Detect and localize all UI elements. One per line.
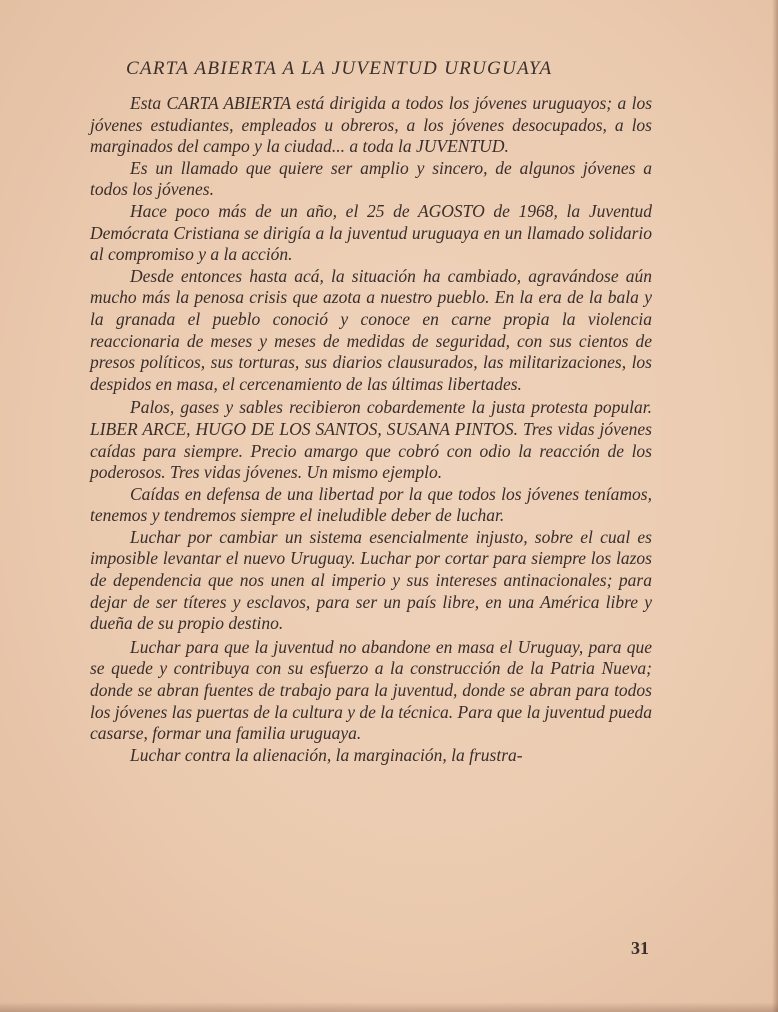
- page-title: CARTA ABIERTA A LA JUVENTUD URUGUAYA: [126, 58, 553, 79]
- paragraph-7: Luchar por cambiar un sistema esencialmente injusto, sobre el cual es imposible levantar el nuevo Uruguay. Luchar por cortar para siempre los lazos de dependencia que nos unen al imperio y sus intereses antinacionales; para dejar de ser títeres y esclavos, para ser un país libre, en una América libre y dueña de su propio destino.: [90, 526, 652, 634]
- paragraph-2: Es un llamado que quiere ser amplio y sincero, de algunos jóvenes a todos los jóvenes.: [90, 157, 652, 200]
- paragraph-9: Luchar contra la alienación, la marginación, la frustra-: [130, 744, 523, 765]
- page-bottom-shadow: [0, 1002, 778, 1012]
- body-text: [90, 93, 652, 766]
- paragraph-3: Hace poco más de un año, el 25 de AGOSTO de 1968, la Juventud Demócrata Cristiana se dirigía a la juventud uruguaya en un llamado solidario al compromiso y a la acción.: [90, 200, 652, 265]
- page-number: 31: [631, 938, 649, 958]
- page-edge-shadow: [772, 0, 778, 1012]
- paragraph-5: Palos, gases y sables recibieron cobardemente la justa protesta popular. LIBER ARCE, HUGO DE LOS SANTOS, SUSANA PINTOS. Tres vidas jóvenes caídas para siempre. Precio amargo que cobró con odio la reacción de los poderosos. Tres vidas jóvenes. Un mismo ejemplo.: [90, 397, 652, 483]
- paragraph-1: Esta CARTA ABIERTA está dirigida a todos los jóvenes uruguayos; a los jóvenes estudiantes, empleados u obreros, a los jóvenes desocupados, a los marginados del campo y la ciudad... a toda la JUVENTUD.: [90, 93, 652, 157]
- paragraph-8: Luchar para que la juventud no abandone en masa el Uruguay, para que se quede y contribuya con su esfuerzo a la construcción de la Patria Nueva; donde se abran fuentes de trabajo para la juventud, donde se abran para todos los jóvenes las puertas de la cultura y de la técnica. Para que la juventud pueda casarse, formar una familia uruguaya.: [90, 636, 652, 744]
- paragraph-6: Caídas en defensa de una libertad por la que todos los jóvenes teníamos, tenemos y tendremos siempre el ineludible deber de luchar.: [90, 483, 652, 526]
- paragraph-4: Desde entonces hasta acá, la situación ha cambiado, agravándose aún mucho más la penosa crisis que azota a nuestro pueblo. En la era de la bala y la granada el pueblo conoció y conoce en carne propia la violencia reaccionaria de meses y meses de medidas de seguridad, con sus cientos de presos políticos, sus torturas, sus diarios clausurados, las militarizaciones, los despidos en masa, el cercenamiento de las últimas libertades.: [90, 265, 652, 394]
